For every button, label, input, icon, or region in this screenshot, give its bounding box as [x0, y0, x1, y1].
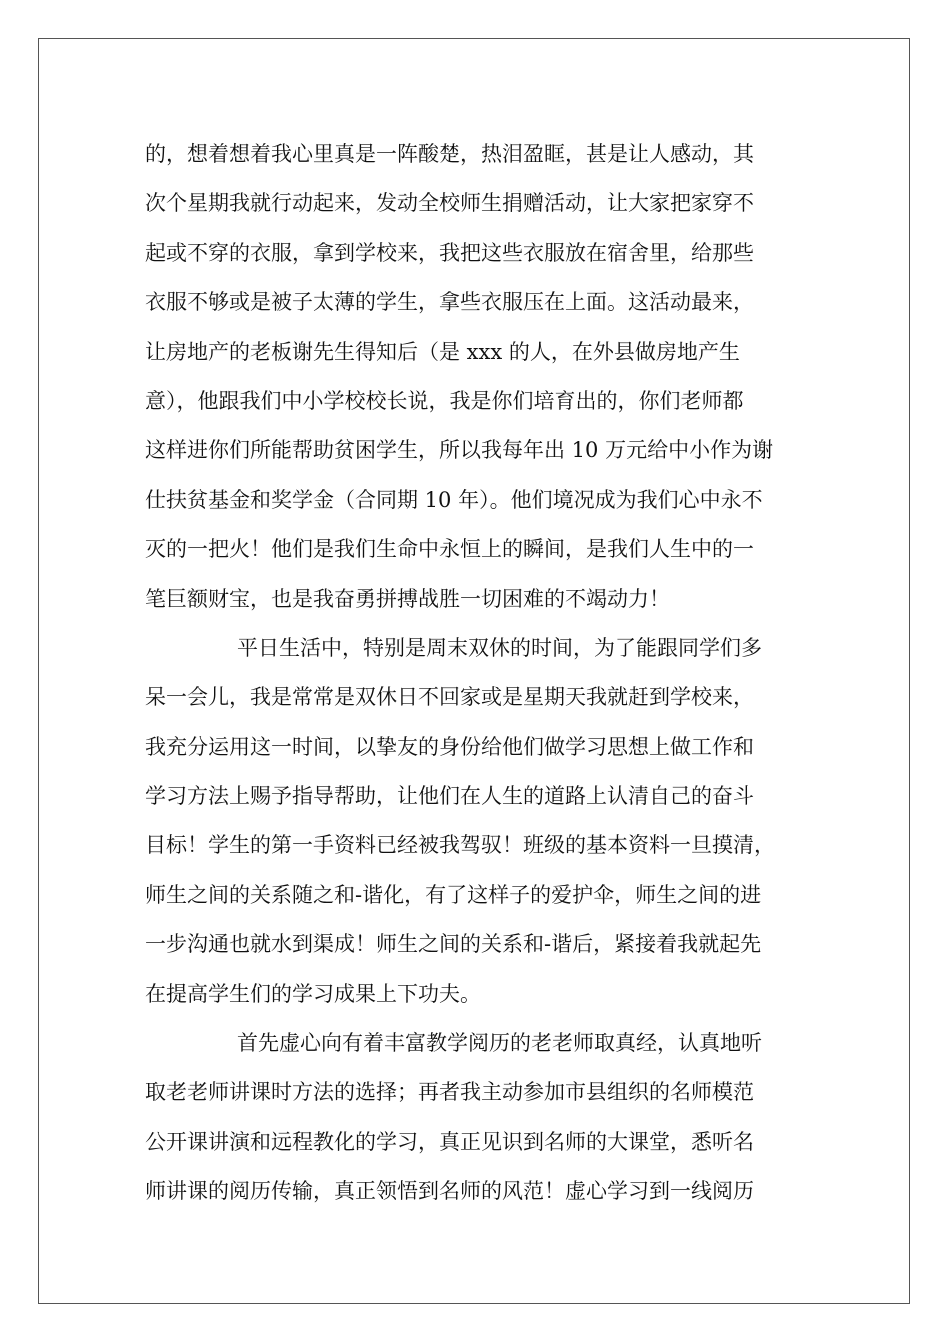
text-line: 取老老师讲课时方法的选择；再者我主动参加市县组织的名师模范 [145, 1080, 754, 1105]
text-line: 师讲课的阅历传输，真正领悟到名师的风范！虚心学习到一线阅历 [145, 1179, 754, 1204]
text-line: 一步沟通也就水到渠成！师生之间的关系和-谐后，紧接着我就起先 [145, 932, 762, 957]
text-line: 起或不穿的衣服，拿到学校来，我把这些衣服放在宿舍里，给那些 [145, 240, 754, 265]
text-line: 公开课讲演和远程教化的学习，真正见识到名师的大课堂，悉听名 [145, 1129, 754, 1154]
text-line: 呆一会儿，我是常常是双休日不回家或是星期天我就赶到学校来， [145, 685, 754, 710]
text-line: 在提高学生们的学习成果上下功夫。 [145, 981, 481, 1006]
text-line: 学习方法上赐予指导帮助，让他们在人生的道路上认清自己的奋斗 [145, 784, 754, 809]
text-line: 目标！学生的第一手资料已经被我驾驭！班级的基本资料一旦摸清， [145, 833, 775, 858]
text-line: 笔巨额财宝，也是我奋勇拼搏战胜一切困难的不竭动力！ [145, 586, 670, 611]
text-line: 我充分运用这一时间，以挚友的身份给他们做学习思想上做工作和 [145, 734, 754, 759]
text-line: 意），他跟我们中小学校校长说，我是你们培育出的，你们老师都 [145, 388, 744, 413]
paragraph-start-line: 平日生活中，特别是周末双休的时间，为了能跟同学们多 [237, 635, 762, 660]
text-line: 仕扶贫基金和奖学金（合同期 10 年）。他们境况成为我们心中永不 [145, 487, 763, 512]
text-line: 灭的一把火！他们是我们生命中永恒上的瞬间，是我们人生中的一 [145, 537, 754, 562]
text-line: 次个星期我就行动起来，发动全校师生捐赠活动，让大家把家穿不 [145, 191, 754, 216]
text-line: 的，想着想着我心里真是一阵酸楚，热泪盈眶，甚是让人感动，其 [145, 142, 754, 166]
text-line: 衣服不够或是被子太薄的学生，拿些衣服压在上面。这活动最来， [145, 290, 754, 315]
text-line: 师生之间的关系随之和-谐化，有了这样子的爱护伞，师生之间的进 [145, 882, 762, 907]
document-body [145, 130, 825, 1217]
text-line: 这样进你们所能帮助贫困学生，所以我每年出 10 万元给中小作为谢 [145, 438, 774, 463]
text-line: 让房地产的老板谢先生得知后（是 xxx 的人，在外县做房地产生 [145, 339, 740, 364]
paragraph-start-line: 首先虚心向有着丰富教学阅历的老老师取真经，认真地听 [237, 1031, 762, 1056]
